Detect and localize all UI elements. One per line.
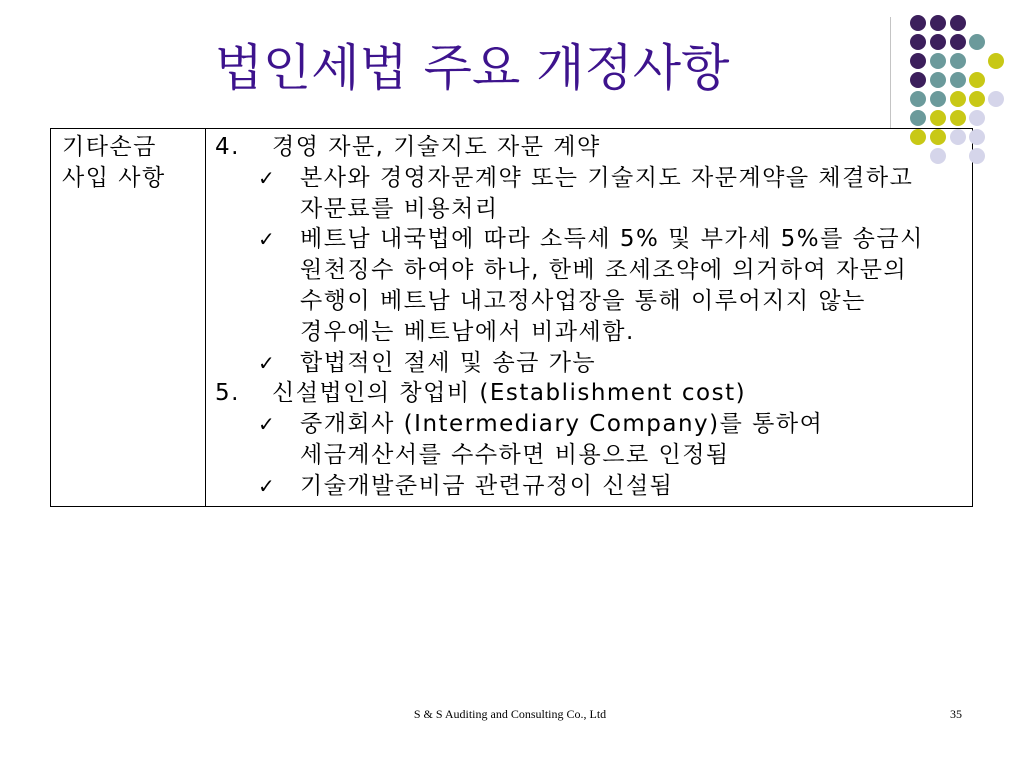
decorative-vertical-line	[890, 17, 891, 128]
decorative-dot	[969, 129, 985, 145]
bullet-text: 경우에는 베트남에서 비과세함.	[300, 318, 635, 345]
category-label: 사입 사항	[62, 164, 166, 191]
item-heading	[206, 132, 972, 163]
decorative-dot	[930, 15, 946, 31]
decorative-dot	[950, 15, 966, 31]
item-heading	[206, 378, 972, 409]
decorative-dot	[910, 15, 926, 31]
slide-title: 법인세법 주요 개정사항	[214, 39, 730, 97]
decorative-dot	[930, 110, 946, 126]
check-mark-icon: ✓	[258, 165, 275, 190]
category-cell	[51, 132, 205, 194]
bullet-text: 자문료를 비용처리	[300, 195, 499, 222]
decorative-dot	[950, 91, 966, 107]
bullet-text: 기술개발준비금 관련규정이 신설됨	[300, 472, 674, 499]
bullet-line	[206, 409, 972, 440]
decorative-dot	[969, 110, 985, 126]
bullet-continuation-line	[206, 317, 972, 348]
decorative-dot	[910, 53, 926, 69]
bullet-continuation-line	[206, 286, 972, 317]
decorative-dot	[950, 110, 966, 126]
decorative-dot	[950, 129, 966, 145]
decorative-dot	[930, 148, 946, 164]
check-mark-icon: ✓	[258, 412, 275, 437]
check-mark-icon: ✓	[258, 473, 275, 498]
decorative-dot	[969, 148, 985, 164]
decorative-dot	[930, 53, 946, 69]
bullet-text: 합법적인 절세 및 송금 가능	[300, 349, 597, 376]
bullet-line	[206, 471, 972, 502]
decorative-dot	[910, 129, 926, 145]
details-cell	[206, 132, 972, 506]
decorative-dot	[988, 53, 1004, 69]
item-number: 5.	[215, 380, 240, 407]
slide-footer: S & S Auditing and Consulting Co., Ltd	[413, 707, 607, 721]
decorative-dot	[950, 34, 966, 50]
decorative-dot	[930, 72, 946, 88]
check-mark-icon: ✓	[258, 227, 275, 252]
bullet-continuation-line	[206, 440, 972, 471]
bullet-text: 베트남 내국법에 따라 소득세 5% 및 부가세 5%를 송금시	[300, 226, 924, 253]
bullet-line	[206, 163, 972, 194]
item-heading-text: 신설법인의 창업비 (Establishment cost)	[272, 380, 747, 407]
decorative-dot	[950, 53, 966, 69]
bullet-text: 원천징수 하여야 하나, 한베 조세조약에 의거하여 자문의	[300, 257, 908, 284]
check-mark-icon: ✓	[258, 350, 275, 375]
decorative-dot	[910, 34, 926, 50]
bullet-text: 세금계산서를 수수하면 비용으로 인정됨	[300, 441, 730, 468]
decorative-dot	[910, 91, 926, 107]
content-table	[50, 128, 973, 507]
bullet-line	[206, 224, 972, 255]
category-label: 기타손금	[62, 134, 157, 160]
decorative-dot	[950, 72, 966, 88]
decorative-dot	[969, 72, 985, 88]
decorative-dot	[969, 91, 985, 107]
decorative-dot	[930, 34, 946, 50]
decorative-dot	[988, 91, 1004, 107]
item-heading-text: 경영 자문, 기술지도 자문 계약	[272, 134, 601, 160]
bullet-text: 본사와 경영자문계약 또는 기술지도 자문계약을 체결하고	[300, 164, 914, 191]
bullet-continuation-line	[206, 255, 972, 286]
decorative-dot	[930, 129, 946, 145]
decorative-dot	[930, 91, 946, 107]
bullet-line	[206, 348, 972, 379]
bullet-text: 중개회사 (Intermediary Company)를 통하여	[300, 411, 824, 438]
item-number: 4.	[215, 134, 240, 160]
decorative-dot	[969, 34, 985, 50]
page-number: 35	[950, 707, 962, 721]
bullet-continuation-line	[206, 194, 972, 225]
decorative-dot	[910, 110, 926, 126]
bullet-text: 수행이 베트남 내고정사업장을 통해 이루어지지 않는	[300, 287, 866, 314]
decorative-dot	[910, 72, 926, 88]
